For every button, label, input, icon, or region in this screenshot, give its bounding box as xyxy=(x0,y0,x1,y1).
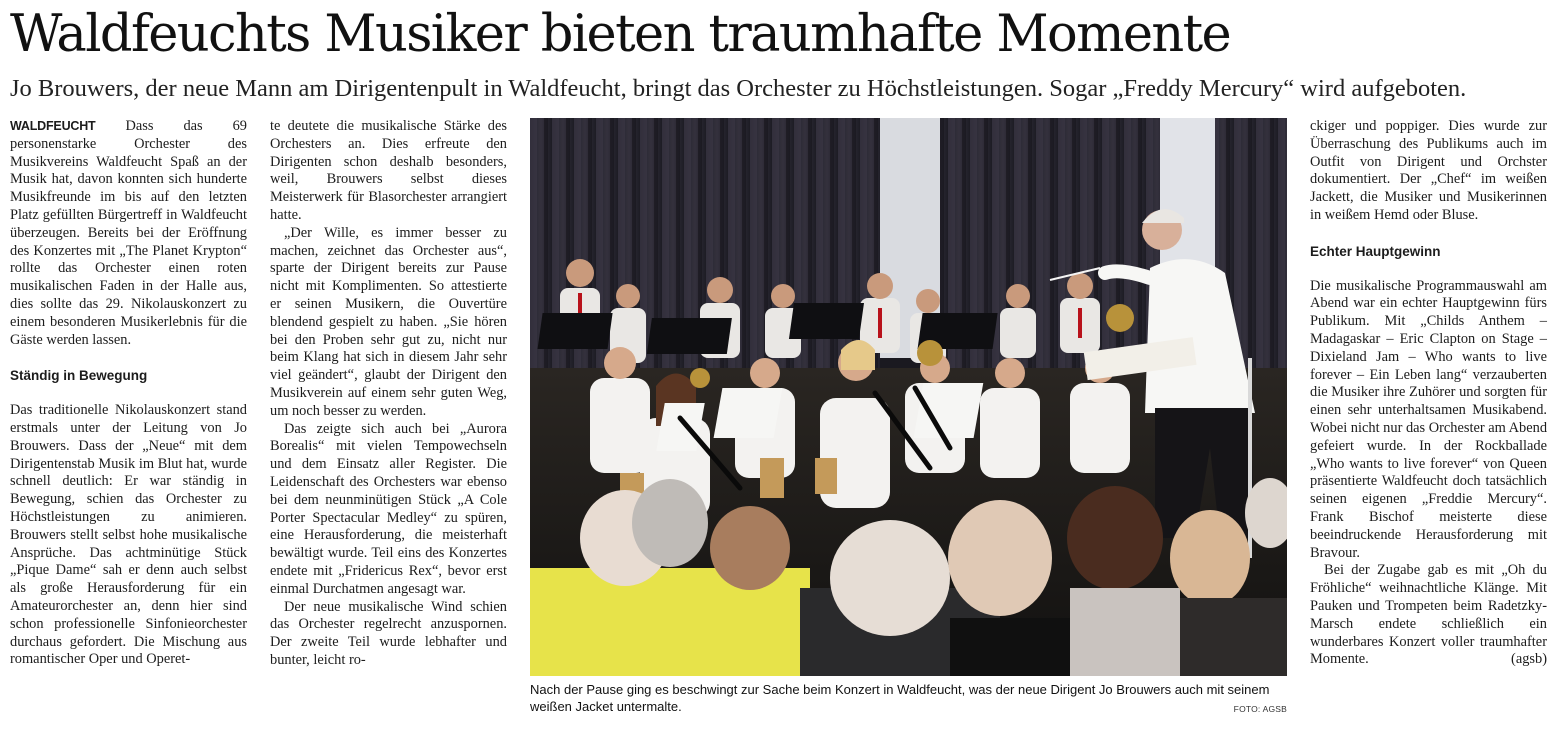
headline: Waldfeuchts Musiker bieten traumhafte Momente xyxy=(10,5,1231,64)
paragraph-text: Dass das 69 personenstarke Orchester des Musikvereins Waldfeucht Spaß an der Musik hat, davon konnten sich hunderte Musikfreunde im bis auf den letzten Platz gefüllten Bürgertreff in Waldfeucht überzeugen. Bereits bei der Eröffnung des Konzertes mit „The Planet Krypton“ rollte das Orchester einen roten musikalischen Faden in der Halle aus, dies sollte das 29. Nikolauskonzert zu einem besonderen Musikerlebnis für die Gäste werden lassen. xyxy=(10,118,247,348)
paragraph-text: Bei der Zugabe gab es mit „Oh du Fröhliche“ weihnachtliche Klänge. Mit Pauken und Trompeten beim Radetzky-Marsch endete schließlich ein wunderbares Konzert voller traumhafter Momente. xyxy=(1310,562,1547,668)
paragraph: Die musikalische Programmauswahl am Abend war ein echter Hauptgewinn fürs Publikum. Mit „Childs Anthem – Madagaskar – Eric Clapton on Stage – Dixieland Jam – Who wants to live forever – Ein Leben lang“ verzauberten die Musiker ihre Zuhörer und sorgten für einen sehr unterhaltsamen Musikabend. Wobei nicht nur das Orchester am Abend gefeiert wurde. In der Rockballade „Who wants to live forever“ von Queen präsentierte Waldfeucht doch tatsächlich seinen eigenen „Freddie Mercury“. Frank Bischof meisterte diese beeindruckende Herausforderung mit Bravour. xyxy=(1310,277,1548,561)
paragraph: Der neue musikalische Wind schien das Orchester regelrecht anzuspornen. Der zweite Teil wurde lebhafter und bunter, leicht ro- xyxy=(270,598,507,668)
subheadline: Jo Brouwers, der neue Mann am Dirigentenpult in Waldfeucht, bringt das Orchester zu Höchstleistungen. Sogar „Freddy Mercury“ wird aufgeboten. xyxy=(10,75,1467,102)
dateline: WALDFEUCHT xyxy=(10,119,96,133)
article-column-4 xyxy=(1310,118,1547,669)
paragraph xyxy=(10,118,247,349)
paragraph: Das zeigte sich auch bei „Aurora Borealis“ mit vielen Tempowechseln und dem Einsatz aller Register. Die Leidenschaft des Orchesters war ebenso bei dem neunminütigen Stück „A Cole Porter Spectacular Medley“ zu spüren, eine Herausforderung, die meisterhaft bewältigt wurde. Teil eins des Konzertes endete mit „Fridericus Rex“, bevor erst einmal Durchatmen angesagt war. xyxy=(270,420,507,597)
paragraph: Das traditionelle Nikolauskonzert stand erstmals unter der Leitung von Jo Brouwers. Dass der „Neue“ mit dem Dirigentenstab Musik im Blut hat, wurde schnell deutlich: Er war ständig in Bewegung, schien das Orchester zu Höchstleistungen zu animieren. Brouwers stellt selbst hohe musikalische Ansprüche. Das achtminütige Stück „Pique Dame“ sah er denn auch selbst als große Herausforderung für ein Amateurorchester an, denn hier sind schon professionelle Sinfonieorchester durchaus gefordert. Die Mischung aus romantischer Oper und Operet- xyxy=(10,402,247,668)
paragraph: te deutete die musikalische Stärke des Orchesters an. Dies erfreute den Dirigenten schon deshalb besonders, weil, Brouwers selbst dieses Meisterwerk für Blasorchester arrangiert hatte. xyxy=(270,118,507,223)
paragraph xyxy=(1310,562,1547,669)
section-subheading: Ständig in Bewegung xyxy=(10,368,148,384)
paragraph: „Der Wille, es immer besser zu machen, zeichnet das Orchester aus“, sparte der Dirigent bereits zur Pause nicht mit Komplimenten. So attestierte er seinen Musikern, die Ouvertüre blendend gespielt zu haben. „Sie hören bei den Proben sehr gut zu, nicht nur beim Klang hat sich in diesem Jahr sehr viel geändert“, glaubt der Dirigent den Musikverein auf einem sehr guten Weg, um noch besser zu werden. xyxy=(270,224,507,419)
section-subheading: Echter Hauptgewinn xyxy=(1310,243,1441,259)
author-signature: (agsb) xyxy=(1511,651,1547,668)
article-column-2 xyxy=(270,118,507,670)
paragraph: ckiger und poppiger. Dies wurde zur Überraschung des Publikums auch im Outfit von Dirigent und Orchster dokumentiert. Der „Chef“ im weißen Jackett, die Musiker und Musikerinnen in weißem Hemd oder Bluse. xyxy=(1310,118,1547,223)
article-column-1 xyxy=(10,118,247,669)
photo-credit: FOTO: AGSB xyxy=(1233,704,1287,714)
concert-photo xyxy=(530,118,1287,676)
photo-caption: Nach der Pause ging es beschwingt zur Sache beim Konzert in Waldfeucht, was der neue Dirigent Jo Brouwers auch mit seinem weißen Jacket untermalte. xyxy=(530,682,1270,714)
